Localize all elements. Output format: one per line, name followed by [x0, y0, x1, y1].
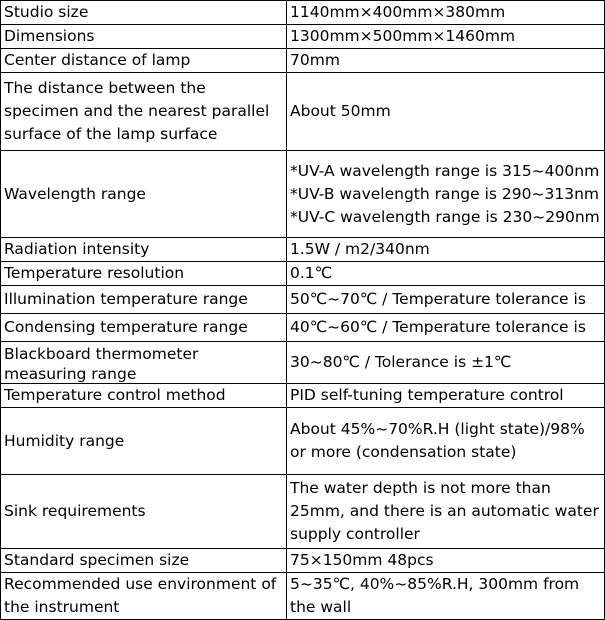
row-label: Illumination temperature range [1, 286, 287, 314]
row-value: The water depth is not more than 25mm, and there is an automatic water supply controller [287, 475, 605, 549]
row-label [1, 342, 287, 384]
row-label: Condensing temperature range [1, 314, 287, 342]
row-value: About 50mm [287, 73, 605, 151]
table-row [1, 238, 605, 262]
table-row [1, 25, 605, 49]
row-value: About 45%~70%R.H (light state)/98% or more (condensation state) [287, 408, 605, 475]
row-value: 1300mm×500mm×1460mm [287, 25, 605, 49]
table-row [1, 314, 605, 342]
row-label: Temperature resolution [1, 262, 287, 286]
row-value: 50℃~70℃ / Temperature tolerance is [287, 286, 605, 314]
row-value: 5~35℃, 40%~85%R.H, 300mm from the wall [287, 573, 605, 620]
row-label: Wavelength range [1, 151, 287, 238]
row-label-text: Blackboard thermometer measuring range [4, 345, 199, 383]
row-value: 70mm [287, 49, 605, 73]
row-value: 0.1℃ [287, 262, 605, 286]
row-label: Standard specimen size [1, 549, 287, 573]
row-label: Center distance of lamp [1, 49, 287, 73]
row-label: Humidity range [1, 408, 287, 475]
row-label: Recommended use environment of the instrument [1, 573, 287, 620]
table-row [1, 49, 605, 73]
table-row [1, 549, 605, 573]
row-label: Studio size [1, 1, 287, 25]
wavelength-line: *UV-C wavelength range is 230~290nm [290, 207, 600, 226]
table-row [1, 73, 605, 151]
table-row [1, 573, 605, 620]
row-value: 1.5W / m2/340nm [287, 238, 605, 262]
wavelength-line: *UV-B wavelength range is 290~313nm [290, 184, 599, 203]
table-row [1, 151, 605, 238]
table-row [1, 286, 605, 314]
row-label: Radiation intensity [1, 238, 287, 262]
row-value: 1140mm×400mm×380mm [287, 1, 605, 25]
row-value: 75×150mm 48pcs [287, 549, 605, 573]
row-value: PID self-tuning temperature control [287, 384, 605, 408]
wavelength-line: *UV-A wavelength range is 315~400nm [290, 161, 600, 180]
table-row [1, 1, 605, 25]
row-value: 40℃~60℃ / Temperature tolerance is [287, 314, 605, 342]
table-row [1, 342, 605, 384]
row-value: 30~80℃ / Tolerance is ±1℃ [287, 342, 605, 384]
row-label: Temperature control method [1, 384, 287, 408]
table-row [1, 475, 605, 549]
table-row [1, 408, 605, 475]
row-label: The distance between the specimen and the nearest parallel surface of the lamp surface [1, 73, 287, 151]
row-label: Sink requirements [1, 475, 287, 549]
row-value [287, 151, 605, 238]
row-label: Dimensions [1, 25, 287, 49]
table-row [1, 262, 605, 286]
table-row [1, 384, 605, 408]
